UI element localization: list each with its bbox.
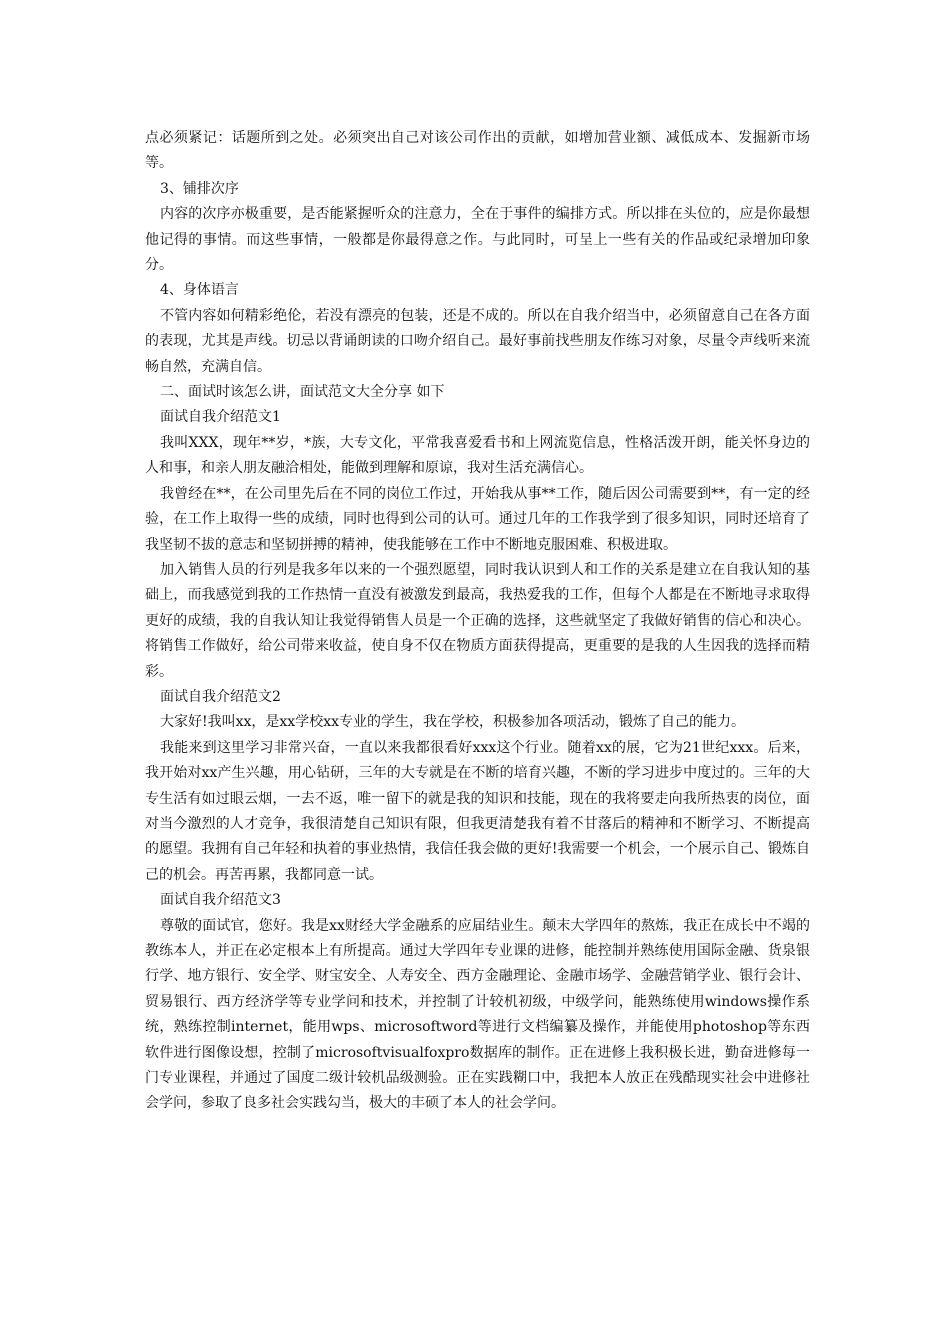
heading-ordering: 3、铺排次序 xyxy=(160,180,239,197)
heading-section-two: 二、面试时该怎么讲，面试范文大全分享 如下 xyxy=(160,384,445,401)
heading-sample-3: 面试自我介绍范文3 xyxy=(160,892,281,909)
paragraph-body-language: 不管内容如何精彩绝伦，若没有漂亮的包装，还是不成的。所以在自我介绍当中，必须留意自己在各方面的表现，尤其是声线。切忌以背诵朗读的口吻介绍自己。最好事前找些朋友作练习对象，尽量令声线听来流畅自然，充满自信。 xyxy=(145,307,810,375)
paragraph-sample-1-c: 加入销售人员的行列是我多年以来的一个强烈愿望，同时我认识到人和工作的关系是建立在自我认知的基础上，而我感觉到我的工作热情一直没有被激发到最高，我热爱我的工作，但每个人都是在不断地寻求取得更好的成绩，我的自我认知让我觉得销售人员是一个正确的选择，这些就坚定了我做好销售的信心和决心。将销售工作做好，给公司带来收益，使自身不仅在物质方面获得提高，更重要的是我的人生因我的选择而精彩。 xyxy=(145,561,810,680)
paragraph-sample-2-b: 我能来到这里学习非常兴奋，一直以来我都很看好xxx这个行业。随着xx的展，它为21世纪xxx。后来，我开始对xx产生兴趣，用心钻研，三年的大专就是在不断的培育兴趣，不断的学习进步中度过的。三年的大专生活有如过眼云烟，一去不返，唯一留下的就是我的知识和技能，现在的我将要走向我所热衷的岗位，面对当今激烈的人才竞争，我很清楚自己知识有限，但我更清楚我有着不甘落后的精神和不断学习、不断提高的愿望。我拥有自己年轻和执着的事业热情，我信任我会做的更好!我需要一个机会，一个展示自己、锻炼自己的机会。再苦再累，我都同意一试。 xyxy=(145,739,810,883)
paragraph-sample-1-a: 我叫XXX，现年**岁，*族，大专文化，平常我喜爱看书和上网流览信息，性格活泼开朗，能关怀身边的人和事，和亲人朋友融洽相处，能做到理解和原谅，我对生活充满信心。 xyxy=(145,434,810,477)
paragraph-ordering: 内容的次序亦极重要，是否能紧握听众的注意力，全在于事件的编排方式。所以排在头位的，应是你最想他记得的事情。而这些事情，一般都是你最得意之作。与此同时，可呈上一些有关的作品或纪录增加印象分。 xyxy=(145,206,810,274)
document-body xyxy=(145,126,810,1117)
heading-sample-1: 面试自我介绍范文1 xyxy=(160,409,281,426)
heading-body-language: 4、身体语言 xyxy=(160,282,239,299)
paragraph-intro-tail: 点必须紧记：话题所到之处。必须突出自己对该公司作出的贡献，如增加营业额、减低成本、发掘新市场等。 xyxy=(145,130,810,172)
paragraph-sample-1-b: 我曾经在**，在公司里先后在不同的岗位工作过，开始我从事**工作，随后因公司需要到**，有一定的经验，在工作上取得一些的成绩，同时也得到公司的认可。通过几年的工作我学到了很多知识，同时还培育了我坚韧不拔的意志和坚韧拼搏的精神，使我能够在工作中不断地克服困难、积极进取。 xyxy=(145,485,810,553)
paragraph-sample-3: 尊敬的面试官，您好。我是xx财经大学金融系的应届结业生。颠末大学四年的熬炼，我正在成长中不竭的教练本人，并正在必定根本上有所提高。通过大学四年专业课的进修，能控制并熟练使用国际金融、货泉银行学、地方银行、安全学、财宝安全、人寿安全、西方金融理论、金融市场学、金融营销学业、银行会计、贸易银行、西方经济学等专业学问和技术，并控制了计较机初级，中级学问，能熟练使用windows操作系统，熟练控制internet，能用wps、microsoftword等进行文档编纂及操作，并能使用photoshop等东西软件进行图像设想，控制了microsoftvisualfoxpro数据库的制作。正在进修上我积极长进，勤奋进修每一门专业课程，并通过了国度二级计较机品级测验。正在实践糊口中，我把本人放正在残酷现实社会中进修社会学问，参取了良多社会实践勾当，极大的丰硕了本人的社会学问。 xyxy=(145,917,810,1112)
heading-sample-2: 面试自我介绍范文2 xyxy=(160,688,281,705)
paragraph-sample-2-a: 大家好!我叫xx，是xx学校xx专业的学生，我在学校，积极参加各项活动，锻炼了自己的能力。 xyxy=(160,714,745,731)
